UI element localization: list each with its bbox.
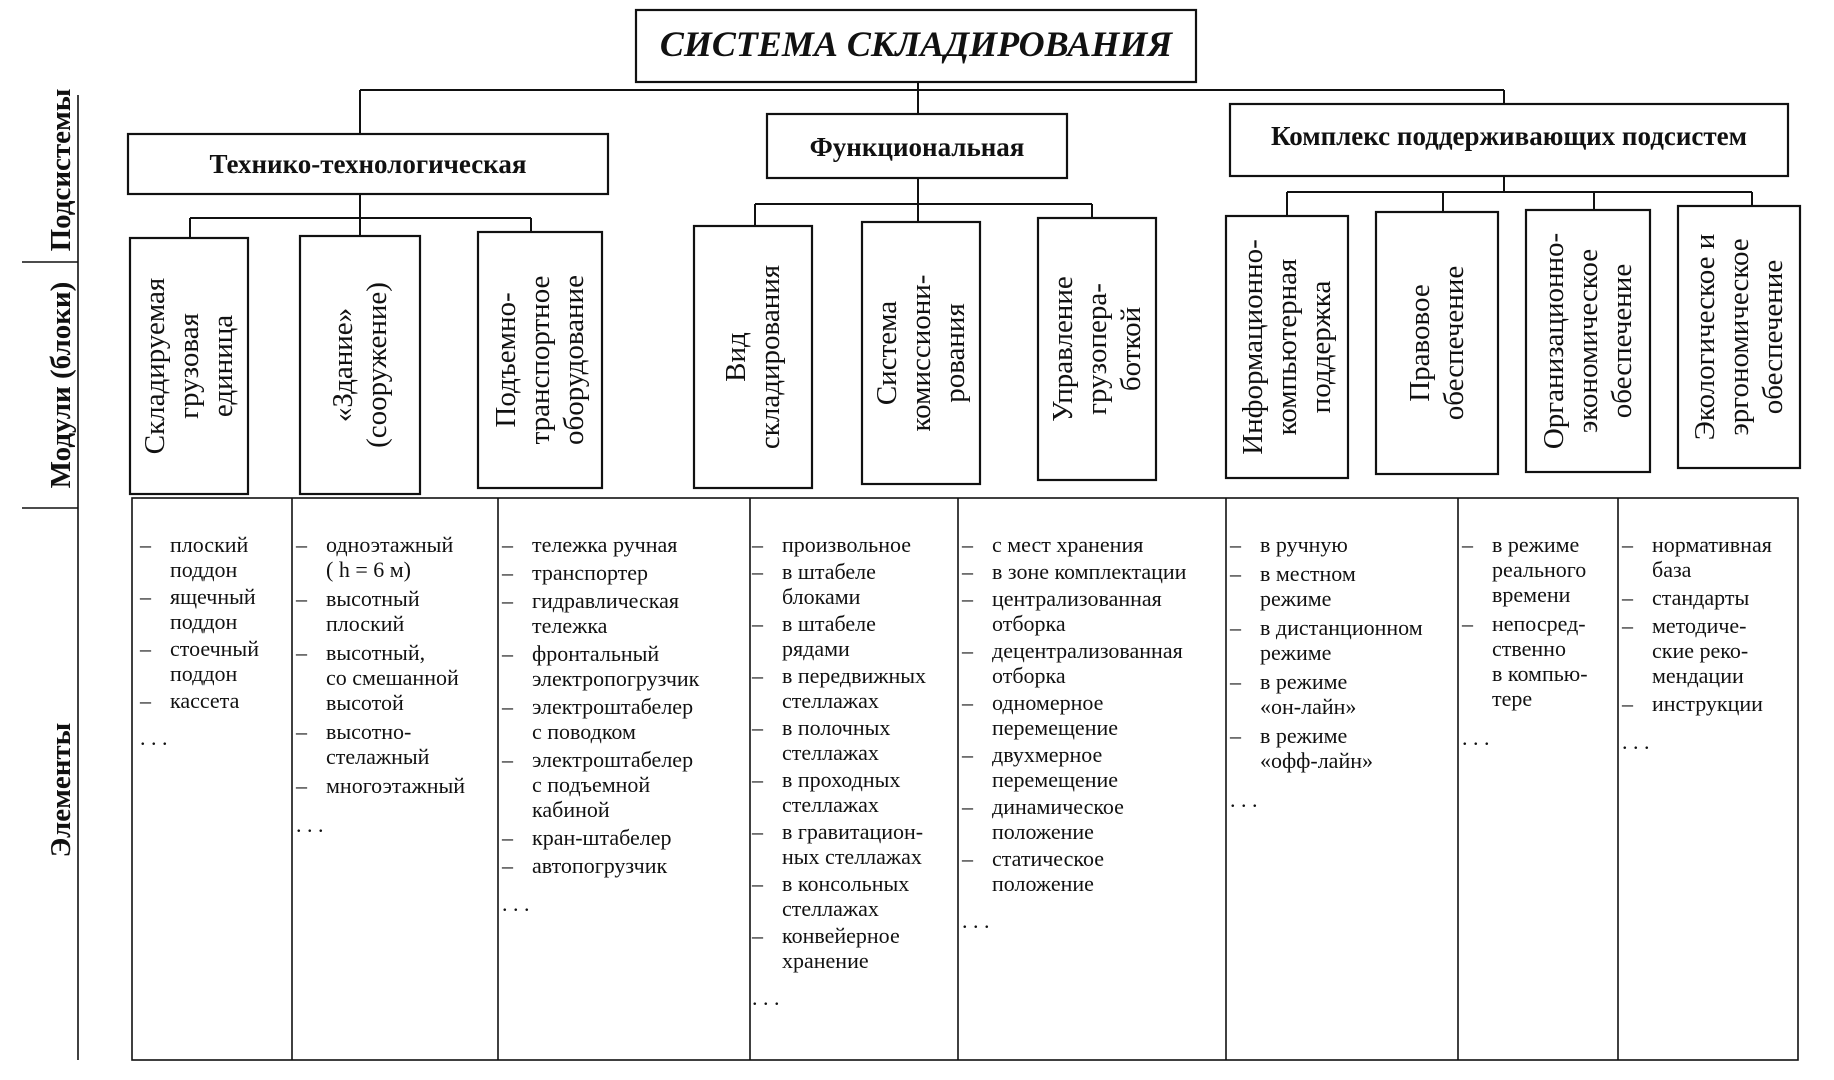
- element-item: [1621, 613, 1748, 688]
- element-item: [295, 586, 420, 636]
- bullet-dash: –: [1230, 561, 1241, 586]
- element-item: [501, 588, 679, 638]
- element-item: [751, 559, 876, 609]
- module-label: обеспечение: [1606, 263, 1638, 419]
- module-label: поддержка: [1305, 280, 1337, 414]
- element-text: гидравлическая: [532, 588, 679, 613]
- element-text: кассета: [170, 688, 240, 713]
- element-text: в проходных: [782, 767, 901, 792]
- side-label-modules: Модули (блоки): [45, 281, 77, 489]
- element-text: «офф-лайн»: [1260, 748, 1373, 773]
- bullet-dash: –: [502, 747, 513, 772]
- ellipsis: . . .: [140, 725, 168, 750]
- element-text: плоский: [326, 611, 405, 636]
- element-text: транспортер: [532, 560, 649, 585]
- element-text: стеллажах: [782, 740, 879, 765]
- element-text: в компью-: [1492, 661, 1588, 686]
- element-item: [1621, 691, 1763, 716]
- bullet-dash: –: [296, 773, 307, 798]
- element-item: [961, 559, 1187, 584]
- element-text: в ручную: [1260, 532, 1348, 557]
- module-label: боткой: [1115, 306, 1147, 392]
- bullet-dash: –: [1462, 611, 1473, 636]
- element-item: [139, 584, 256, 634]
- element-text: блоками: [782, 584, 861, 609]
- module-label: складирования: [754, 264, 786, 450]
- module-label: единица: [207, 314, 239, 418]
- bullet-dash: –: [140, 688, 151, 713]
- module-label: Правовое: [1404, 284, 1436, 402]
- element-item: [1621, 585, 1749, 610]
- element-item: [751, 611, 876, 661]
- element-item: [751, 532, 911, 557]
- element-text: стеллажах: [782, 896, 879, 921]
- bullet-dash: –: [296, 532, 307, 557]
- element-item: [501, 641, 700, 691]
- element-column: [139, 532, 259, 750]
- element-text: нормативная: [1652, 532, 1772, 557]
- element-text: произвольное: [782, 532, 912, 557]
- element-item: [1229, 615, 1423, 665]
- bullet-dash: –: [1230, 723, 1241, 748]
- bullet-dash: –: [752, 923, 763, 948]
- bullet-dash: –: [1622, 691, 1633, 716]
- bullet-dash: –: [962, 742, 973, 767]
- element-item: [139, 636, 259, 686]
- module-block: [1376, 212, 1498, 474]
- module-block: [1526, 210, 1650, 472]
- bullet-dash: –: [1622, 613, 1633, 638]
- element-text: фронтальный: [532, 641, 660, 666]
- ellipsis: . . .: [502, 891, 530, 916]
- element-text: в режиме: [1260, 723, 1348, 748]
- module-block: [694, 226, 812, 488]
- element-text: ных стеллажах: [782, 844, 922, 869]
- bullet-dash: –: [1230, 532, 1241, 557]
- element-item: [961, 690, 1118, 740]
- module-box: [694, 226, 812, 488]
- bullet-dash: –: [962, 586, 973, 611]
- element-item: [751, 663, 926, 713]
- bullet-dash: –: [502, 532, 513, 557]
- bullet-dash: –: [1622, 585, 1633, 610]
- element-item: [501, 853, 668, 878]
- bullet-dash: –: [1622, 532, 1633, 557]
- module-block: [862, 222, 980, 484]
- element-item: [751, 923, 900, 973]
- bullet-dash: –: [752, 559, 763, 584]
- element-text: в местном: [1260, 561, 1356, 586]
- element-text: одномерное: [992, 690, 1104, 715]
- element-item: [751, 871, 909, 921]
- element-text: ственно: [1492, 636, 1566, 661]
- bullet-dash: –: [752, 611, 763, 636]
- element-text: в штабеле: [782, 559, 876, 584]
- element-item: [1229, 532, 1348, 557]
- element-item: [295, 532, 453, 582]
- ellipsis: . . .: [962, 908, 990, 933]
- element-text: поддон: [170, 661, 238, 686]
- module-label: оборудование: [558, 275, 590, 445]
- bullet-dash: –: [502, 694, 513, 719]
- module-block: [1226, 216, 1348, 478]
- element-text: база: [1652, 557, 1692, 582]
- module-block: [1678, 206, 1800, 468]
- module-block: [478, 232, 602, 488]
- element-column: [501, 532, 700, 916]
- element-item: [751, 767, 900, 817]
- module-block: [1038, 218, 1156, 480]
- element-text: кран-штабелер: [532, 825, 672, 850]
- module-label: «Здание»: [327, 307, 359, 423]
- element-text: непосред-: [1492, 611, 1586, 636]
- element-text: времени: [1492, 582, 1571, 607]
- element-text: с подъемной: [532, 772, 651, 797]
- element-text: ские реко-: [1652, 638, 1749, 663]
- element-text: одноэтажный: [326, 532, 454, 557]
- module-label: обеспечение: [1757, 259, 1789, 415]
- bullet-dash: –: [296, 586, 307, 611]
- bullet-dash: –: [962, 559, 973, 584]
- element-item: [501, 694, 693, 744]
- bullet-dash: –: [140, 636, 151, 661]
- module-block: [300, 236, 420, 494]
- bullet-dash: –: [502, 853, 513, 878]
- module-label: Экологическое и: [1689, 233, 1721, 441]
- element-text: высотой: [326, 690, 404, 715]
- bullet-dash: –: [296, 640, 307, 665]
- element-text: стеллажах: [782, 792, 879, 817]
- element-text: автопогрузчик: [532, 853, 668, 878]
- element-text: высотно-: [326, 719, 412, 744]
- module-label: Вид: [720, 332, 752, 382]
- ellipsis: . . .: [1462, 725, 1490, 750]
- element-item: [295, 640, 459, 715]
- bullet-dash: –: [752, 532, 763, 557]
- element-item: [1229, 723, 1373, 773]
- bullet-dash: –: [752, 871, 763, 896]
- bullet-dash: –: [1230, 615, 1241, 640]
- bullet-dash: –: [296, 719, 307, 744]
- element-text: ( h = 6 м): [326, 557, 411, 582]
- element-text: в гравитацион-: [782, 819, 924, 844]
- bullet-dash: –: [140, 584, 151, 609]
- bullet-dash: –: [752, 819, 763, 844]
- element-item: [961, 794, 1124, 844]
- element-text: в штабеле: [782, 611, 876, 636]
- element-item: [501, 825, 672, 850]
- bullet-dash: –: [502, 825, 513, 850]
- subsystem-label: Функциональная: [809, 132, 1025, 162]
- element-text: централизованная: [992, 586, 1162, 611]
- element-text: в передвижных: [782, 663, 927, 688]
- element-text: многоэтажный: [326, 773, 466, 798]
- element-item: [1621, 532, 1772, 582]
- element-column: [295, 532, 465, 837]
- element-item: [501, 560, 648, 585]
- ellipsis: . . .: [752, 985, 780, 1010]
- module-box: [1376, 212, 1498, 474]
- element-item: [961, 846, 1104, 896]
- module-block: [130, 238, 248, 494]
- ellipsis: . . .: [296, 812, 324, 837]
- element-text: «он-лайн»: [1260, 694, 1357, 719]
- element-text: в зоне комплектации: [992, 559, 1187, 584]
- modules-row: [130, 206, 1800, 494]
- bullet-dash: –: [962, 532, 973, 557]
- element-item: [961, 638, 1183, 688]
- element-item: [961, 586, 1162, 636]
- element-text: ящечный: [170, 584, 256, 609]
- module-box: [300, 236, 420, 494]
- ellipsis: . . .: [1230, 787, 1258, 812]
- bullet-dash: –: [502, 641, 513, 666]
- element-item: [961, 532, 1143, 557]
- element-text: двухмерное: [992, 742, 1103, 767]
- element-text: тере: [1492, 686, 1533, 711]
- bullet-dash: –: [962, 794, 973, 819]
- module-label: эргономическое: [1723, 238, 1755, 436]
- bullet-dash: –: [1462, 532, 1473, 557]
- element-text: поддон: [170, 557, 238, 582]
- element-columns: [139, 532, 1772, 1010]
- element-text: методиче-: [1652, 613, 1747, 638]
- bullet-dash: –: [962, 690, 973, 715]
- element-text: в консольных: [782, 871, 910, 896]
- element-text: электроштабелер: [532, 747, 694, 772]
- bullet-dash: –: [1230, 669, 1241, 694]
- module-label: комиссиони-: [905, 274, 937, 432]
- element-item: [139, 532, 249, 582]
- element-text: перемещение: [992, 715, 1119, 740]
- module-label: обеспечение: [1438, 265, 1470, 421]
- element-text: рядами: [782, 636, 850, 661]
- element-text: в полочных: [782, 715, 891, 740]
- element-text: конвейерное: [782, 923, 900, 948]
- element-column: [751, 532, 926, 1010]
- module-label: грузовая: [173, 313, 205, 419]
- bullet-dash: –: [752, 663, 763, 688]
- element-text: тележка ручная: [532, 532, 678, 557]
- diagram-title: СИСТЕМА СКЛАДИРОВАНИЯ: [659, 24, 1173, 64]
- module-label: рования: [939, 303, 971, 403]
- bullet-dash: –: [502, 588, 513, 613]
- element-text: хранение: [782, 948, 869, 973]
- element-text: в режиме: [1492, 532, 1580, 557]
- bullet-dash: –: [502, 560, 513, 585]
- element-item: [1461, 532, 1586, 607]
- element-text: поддон: [170, 609, 238, 634]
- module-label: экономическое: [1572, 248, 1604, 434]
- element-item: [139, 688, 240, 713]
- element-text: с поводком: [532, 719, 636, 744]
- element-text: децентрализованная: [992, 638, 1183, 663]
- module-label: компьютерная: [1271, 258, 1303, 436]
- element-text: стелажный: [326, 744, 430, 769]
- element-text: плоский: [170, 532, 249, 557]
- element-text: статическое: [992, 846, 1104, 871]
- element-column: [961, 532, 1187, 933]
- module-label: (сооружение): [361, 282, 393, 448]
- element-text: высотный: [326, 586, 420, 611]
- module-label: транспортное: [524, 275, 556, 445]
- module-label: Складируемая: [139, 277, 171, 455]
- element-item: [751, 819, 923, 869]
- element-item: [751, 715, 890, 765]
- element-text: отборка: [992, 611, 1066, 636]
- module-label: Организационно-: [1538, 232, 1570, 450]
- element-text: динамическое: [992, 794, 1124, 819]
- module-label: грузопера-: [1081, 283, 1113, 415]
- element-text: с мест хранения: [992, 532, 1144, 557]
- element-column: [1229, 532, 1423, 812]
- element-text: в режиме: [1260, 669, 1348, 694]
- element-item: [1229, 669, 1356, 719]
- element-item: [501, 532, 677, 557]
- element-text: инструкции: [1652, 691, 1763, 716]
- ellipsis: . . .: [1622, 729, 1650, 754]
- element-item: [295, 773, 465, 798]
- element-text: перемещение: [992, 767, 1119, 792]
- element-item: [1461, 611, 1588, 711]
- side-label-subsystems: Подсистемы: [45, 88, 77, 252]
- element-text: высотный,: [326, 640, 426, 665]
- element-text: тележка: [532, 613, 608, 638]
- element-text: положение: [992, 871, 1094, 896]
- subsystem-label: Комплекс поддерживающих подсистем: [1270, 121, 1748, 151]
- element-text: стандарты: [1652, 585, 1750, 610]
- element-text: режиме: [1260, 586, 1332, 611]
- element-item: [961, 742, 1118, 792]
- bullet-dash: –: [962, 638, 973, 663]
- element-text: стеллажах: [782, 688, 879, 713]
- side-label-elements: Элементы: [45, 722, 77, 858]
- element-column: [1621, 532, 1772, 754]
- element-item: [295, 719, 430, 769]
- element-text: положение: [992, 819, 1094, 844]
- element-text: стоечный: [170, 636, 259, 661]
- subsystem-label: Технико-технологическая: [209, 149, 527, 179]
- element-column: [1461, 532, 1588, 750]
- element-text: электропогрузчик: [532, 666, 700, 691]
- element-text: электроштабелер: [532, 694, 694, 719]
- bullet-dash: –: [962, 846, 973, 871]
- module-label: Управление: [1047, 276, 1079, 422]
- module-label: Информационно-: [1237, 239, 1269, 455]
- element-text: реального: [1492, 557, 1587, 582]
- element-text: в дистанционном: [1260, 615, 1423, 640]
- element-text: мендации: [1652, 663, 1744, 688]
- element-text: отборка: [992, 663, 1066, 688]
- bullet-dash: –: [752, 767, 763, 792]
- element-text: кабиной: [532, 797, 610, 822]
- element-text: со смешанной: [326, 665, 459, 690]
- bullet-dash: –: [140, 532, 151, 557]
- module-label: Подъемно-: [490, 292, 522, 428]
- bullet-dash: –: [752, 715, 763, 740]
- element-item: [1229, 561, 1356, 611]
- element-item: [501, 747, 693, 822]
- module-label: Система: [871, 300, 903, 406]
- element-text: режиме: [1260, 640, 1332, 665]
